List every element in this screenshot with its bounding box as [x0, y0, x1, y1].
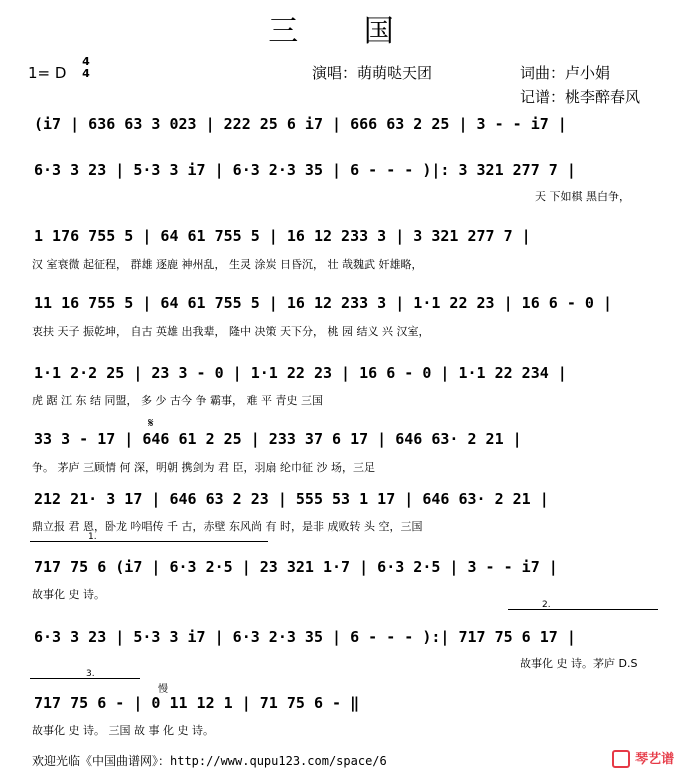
volta-1-bracket: [30, 541, 268, 542]
key-signature: 1= D: [28, 64, 67, 82]
volta-3-bracket: [30, 678, 140, 679]
lyric-line-5: 虎 踞 江 东 结 同盟， 多 少 古今 争 霸事， 难 平 青史 三国: [32, 394, 323, 407]
score-line-2: 6·3 3 23 | 5·3 3 i7 | 6·3 2·3 35 | 6 - - - )|: 3 321 277 7 |: [34, 161, 576, 179]
volta-2-label: 2.: [542, 600, 551, 610]
score-line-6: 33 3 - 17 | 646 61 2 25 | 233 37 6 17 | 646 63· 2 21 |: [34, 430, 522, 448]
lyric-line-8: 故事化 史 诗。: [32, 588, 105, 601]
score-line-3: 1 176 755 5 | 64 61 755 5 | 16 12 233 3 | 3 321 277 7 |: [34, 227, 531, 245]
lyric-line-2: 天 下如棋 黑白争，: [535, 190, 630, 203]
time-signature: [79, 56, 93, 80]
lyric-line-10: 故事化 史 诗。 三国 故 事 化 史 诗。: [32, 724, 214, 737]
logo-label: 琴艺谱: [635, 752, 675, 767]
score-line-4: 11 16 755 5 | 64 61 755 5 | 16 12 233 3 | 1·1 22 23 | 16 6 - 0 |: [34, 294, 612, 312]
score-line-10: 717 75 6 - | 0 11 12 1 | 71 75 6 - ‖: [34, 694, 360, 712]
score-line-9: 6·3 3 23 | 5·3 3 i7 | 6·3 2·3 35 | 6 - - - ):| 717 75 6 17 |: [34, 628, 576, 646]
volta-1-label: 1.: [88, 532, 97, 542]
time-signature-bottom: 4: [82, 67, 90, 80]
lyric-line-4: 衷扶 天子 振乾坤， 自古 英雄 出我辈， 隆中 决策 天下分， 桃 园 结义 兴 汉室，: [32, 325, 430, 338]
lyric-line-6: 争。 茅庐 三顾情 何 深，明朝 携剑为 君 臣，羽扇 纶巾征 沙 场，三足: [32, 461, 375, 474]
score-line-7: 212 21· 3 17 | 646 63 2 23 | 555 53 1 17 | 646 63· 2 21 |: [34, 490, 549, 508]
segno-mark: 𝄋: [148, 416, 154, 431]
score-line-8: 717 75 6 (i7 | 6·3 2·5 | 23 321 1·7 | 6·3 2·5 | 3 - - i7 |: [34, 558, 558, 576]
time-signature-top: 4: [82, 55, 90, 68]
volta-3-label: 3.: [86, 669, 95, 679]
score-line-5: 1·1 2·2 25 | 23 3 - 0 | 1·1 22 23 | 16 6 - 0 | 1·1 22 234 |: [34, 364, 567, 382]
score-line-1: (i7 | 636 63 3 023 | 222 25 6 i7 | 666 63 2 25 | 3 - - i7 |: [34, 115, 567, 133]
composer-credit: 词曲：卢小娟: [520, 64, 611, 82]
site-footer: 欢迎光临《中国曲谱网》：http://www.qupu123.com/space/6: [32, 754, 387, 768]
transcriber-credit: 记谱：桃李醉春风: [520, 88, 641, 106]
singer-credit: 演唱：萌萌哒天团: [312, 64, 433, 82]
logo-icon: [612, 750, 630, 768]
page-title: 三 国: [268, 14, 422, 49]
site-logo: [612, 748, 684, 768]
tempo-mark: 慢: [158, 684, 168, 695]
lyric-line-7: 鼎立报 君 恩，卧龙 吟唱传 千 古，赤壁 东风尚 有 时，是非 成败转 头 空，三国: [32, 520, 423, 533]
lyric-line-9: 故事化 史 诗。茅庐 D.S: [520, 657, 638, 670]
volta-2-bracket: [508, 609, 658, 610]
lyric-line-3: 汉 室衰微 起征程， 群雄 逐鹿 神州乱， 生灵 涂炭 日昏沉， 壮 哉魏武 奸雄略，: [32, 258, 423, 271]
